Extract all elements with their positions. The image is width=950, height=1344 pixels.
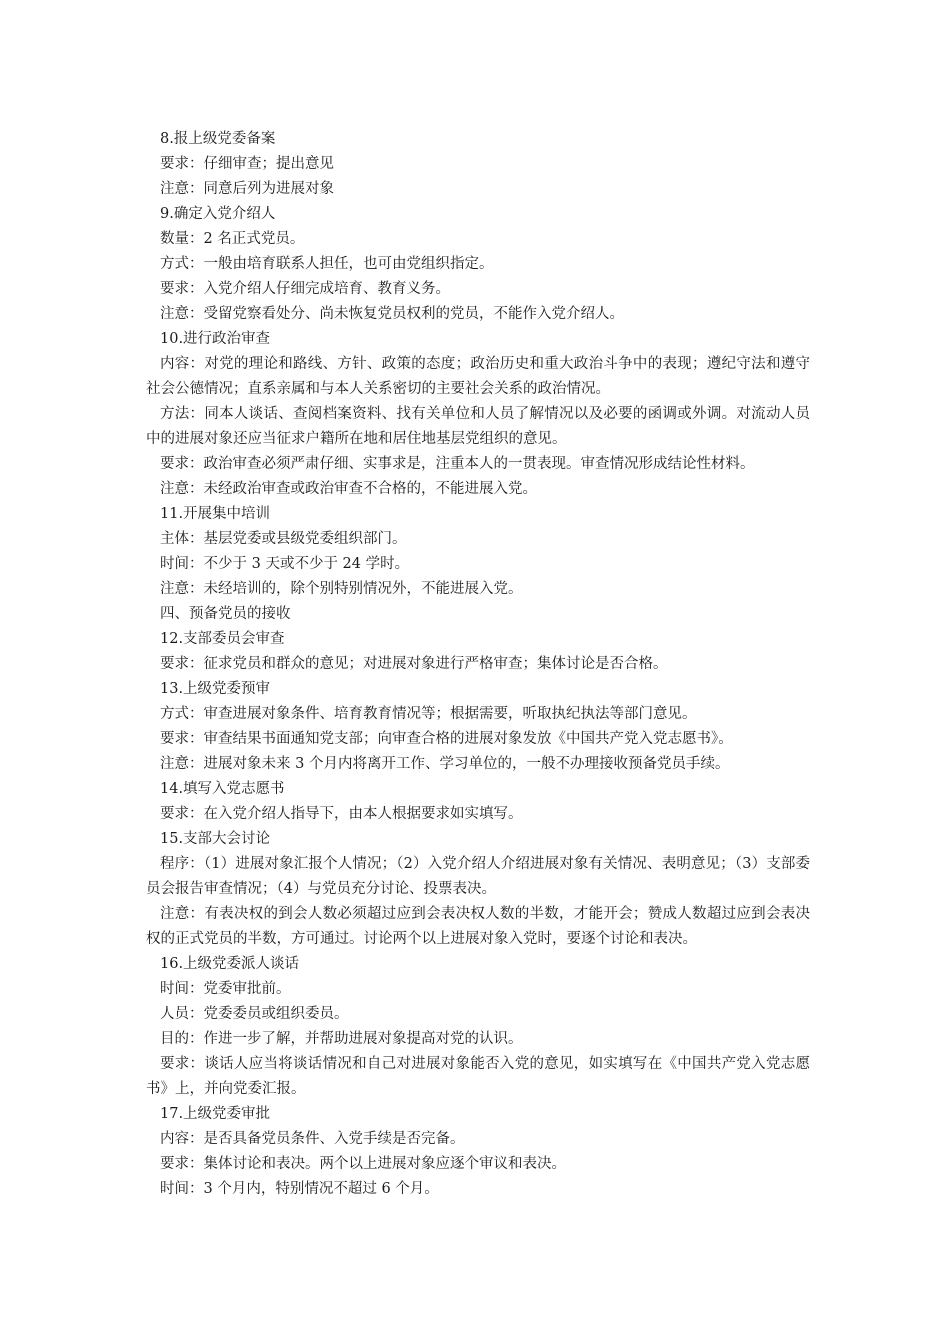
paragraph: 主体：基层党委或县级党委组织部门。 — [160, 531, 407, 547]
section-heading: 13.上级党委预审 — [160, 681, 271, 697]
section-heading: 17.上级党委审批 — [160, 1106, 271, 1122]
paragraph: 要求：谈话人应当将谈话情况和自己对进展对象能否入党的意见，如实填写在《中国共产党入党志愿书》上，并向党委汇报。 — [146, 1056, 810, 1097]
paragraph: 要求：在入党介绍人指导下，由本人根据要求如实填写。 — [160, 806, 523, 822]
document-body — [146, 127, 810, 1202]
chapter-heading: 四、预备党员的接收 — [160, 606, 291, 622]
paragraph: 时间：3 个月内，特别情况不超过 6 个月。 — [160, 1181, 439, 1197]
paragraph: 要求：政治审查必须严肃仔细、实事求是，注重本人的一贯表现。审查情况形成结论性材料。 — [160, 456, 755, 472]
paragraph: 注意：受留党察看处分、尚未恢复党员权利的党员，不能作入党介绍人。 — [160, 306, 624, 322]
paragraph: 程序：（1）进展对象汇报个人情况；（2）入党介绍人介绍进展对象有关情况、表明意见；（3）支部委员会报告审查情况；（4）与党员充分讨论、投票表决。 — [146, 856, 810, 897]
paragraph: 时间：不少于 3 天或不少于 24 学时。 — [160, 556, 410, 572]
section-heading: 9.确定入党介绍人 — [160, 206, 276, 222]
section-heading: 16.上级党委派人谈话 — [160, 956, 300, 972]
paragraph: 方法：同本人谈话、查阅档案资料、找有关单位和人员了解情况以及必要的函调或外调。对流动人员中的进展对象还应当征求户籍所在地和居住地基层党组织的意见。 — [146, 406, 810, 447]
paragraph: 方式：一般由培育联系人担任，也可由党组织指定。 — [160, 256, 494, 272]
section-heading: 11.开展集中培训 — [160, 506, 271, 522]
paragraph: 要求：仔细审查；提出意见 — [160, 156, 334, 172]
paragraph: 要求：征求党员和群众的意见；对进展对象进行严格审查；集体讨论是否合格。 — [160, 656, 668, 672]
paragraph: 注意：同意后列为进展对象 — [160, 181, 334, 197]
section-heading: 15.支部大会讨论 — [160, 831, 271, 847]
paragraph: 人员：党委委员或组织委员。 — [160, 1006, 349, 1022]
paragraph: 要求：集体讨论和表决。两个以上进展对象应逐个审议和表决。 — [160, 1156, 566, 1172]
paragraph: 要求：审查结果书面通知党支部；向审查合格的进展对象发放《中国共产党入党志愿书》。 — [160, 731, 733, 747]
paragraph: 内容：是否具备党员条件、入党手续是否完备。 — [160, 1131, 465, 1147]
paragraph: 目的：作进一步了解，并帮助进展对象提高对党的认识。 — [160, 1031, 523, 1047]
section-heading: 8.报上级党委备案 — [160, 131, 276, 147]
paragraph: 时间：党委审批前。 — [160, 981, 291, 997]
paragraph: 内容：对党的理论和路线、方针、政策的态度；政治历史和重大政治斗争中的表现；遵纪守法和遵守社会公德情况；直系亲属和与本人关系密切的主要社会关系的政治情况。 — [146, 356, 810, 397]
paragraph: 注意：未经政治审查或政治审查不合格的，不能进展入党。 — [160, 481, 537, 497]
paragraph: 方式：审查进展对象条件、培育教育情况等；根据需要，听取执纪执法等部门意见。 — [160, 706, 697, 722]
section-heading: 10.进行政治审查 — [160, 331, 271, 347]
section-heading: 12.支部委员会审查 — [160, 631, 285, 647]
paragraph: 数量：2 名正式党员。 — [160, 231, 305, 247]
paragraph: 注意：进展对象未来 3 个月内将离开工作、学习单位的，一般不办理接收预备党员手续。 — [160, 756, 730, 772]
paragraph: 注意：有表决权的到会人数必须超过应到会表决权人数的半数，才能开会；赞成人数超过应到会表决权的正式党员的半数，方可通过。讨论两个以上进展对象入党时，要逐个讨论和表决。 — [146, 906, 810, 947]
paragraph: 要求：入党介绍人仔细完成培育、教育义务。 — [160, 281, 450, 297]
paragraph: 注意：未经培训的，除个别特别情况外，不能进展入党。 — [160, 581, 523, 597]
section-heading: 14.填写入党志愿书 — [160, 781, 285, 797]
